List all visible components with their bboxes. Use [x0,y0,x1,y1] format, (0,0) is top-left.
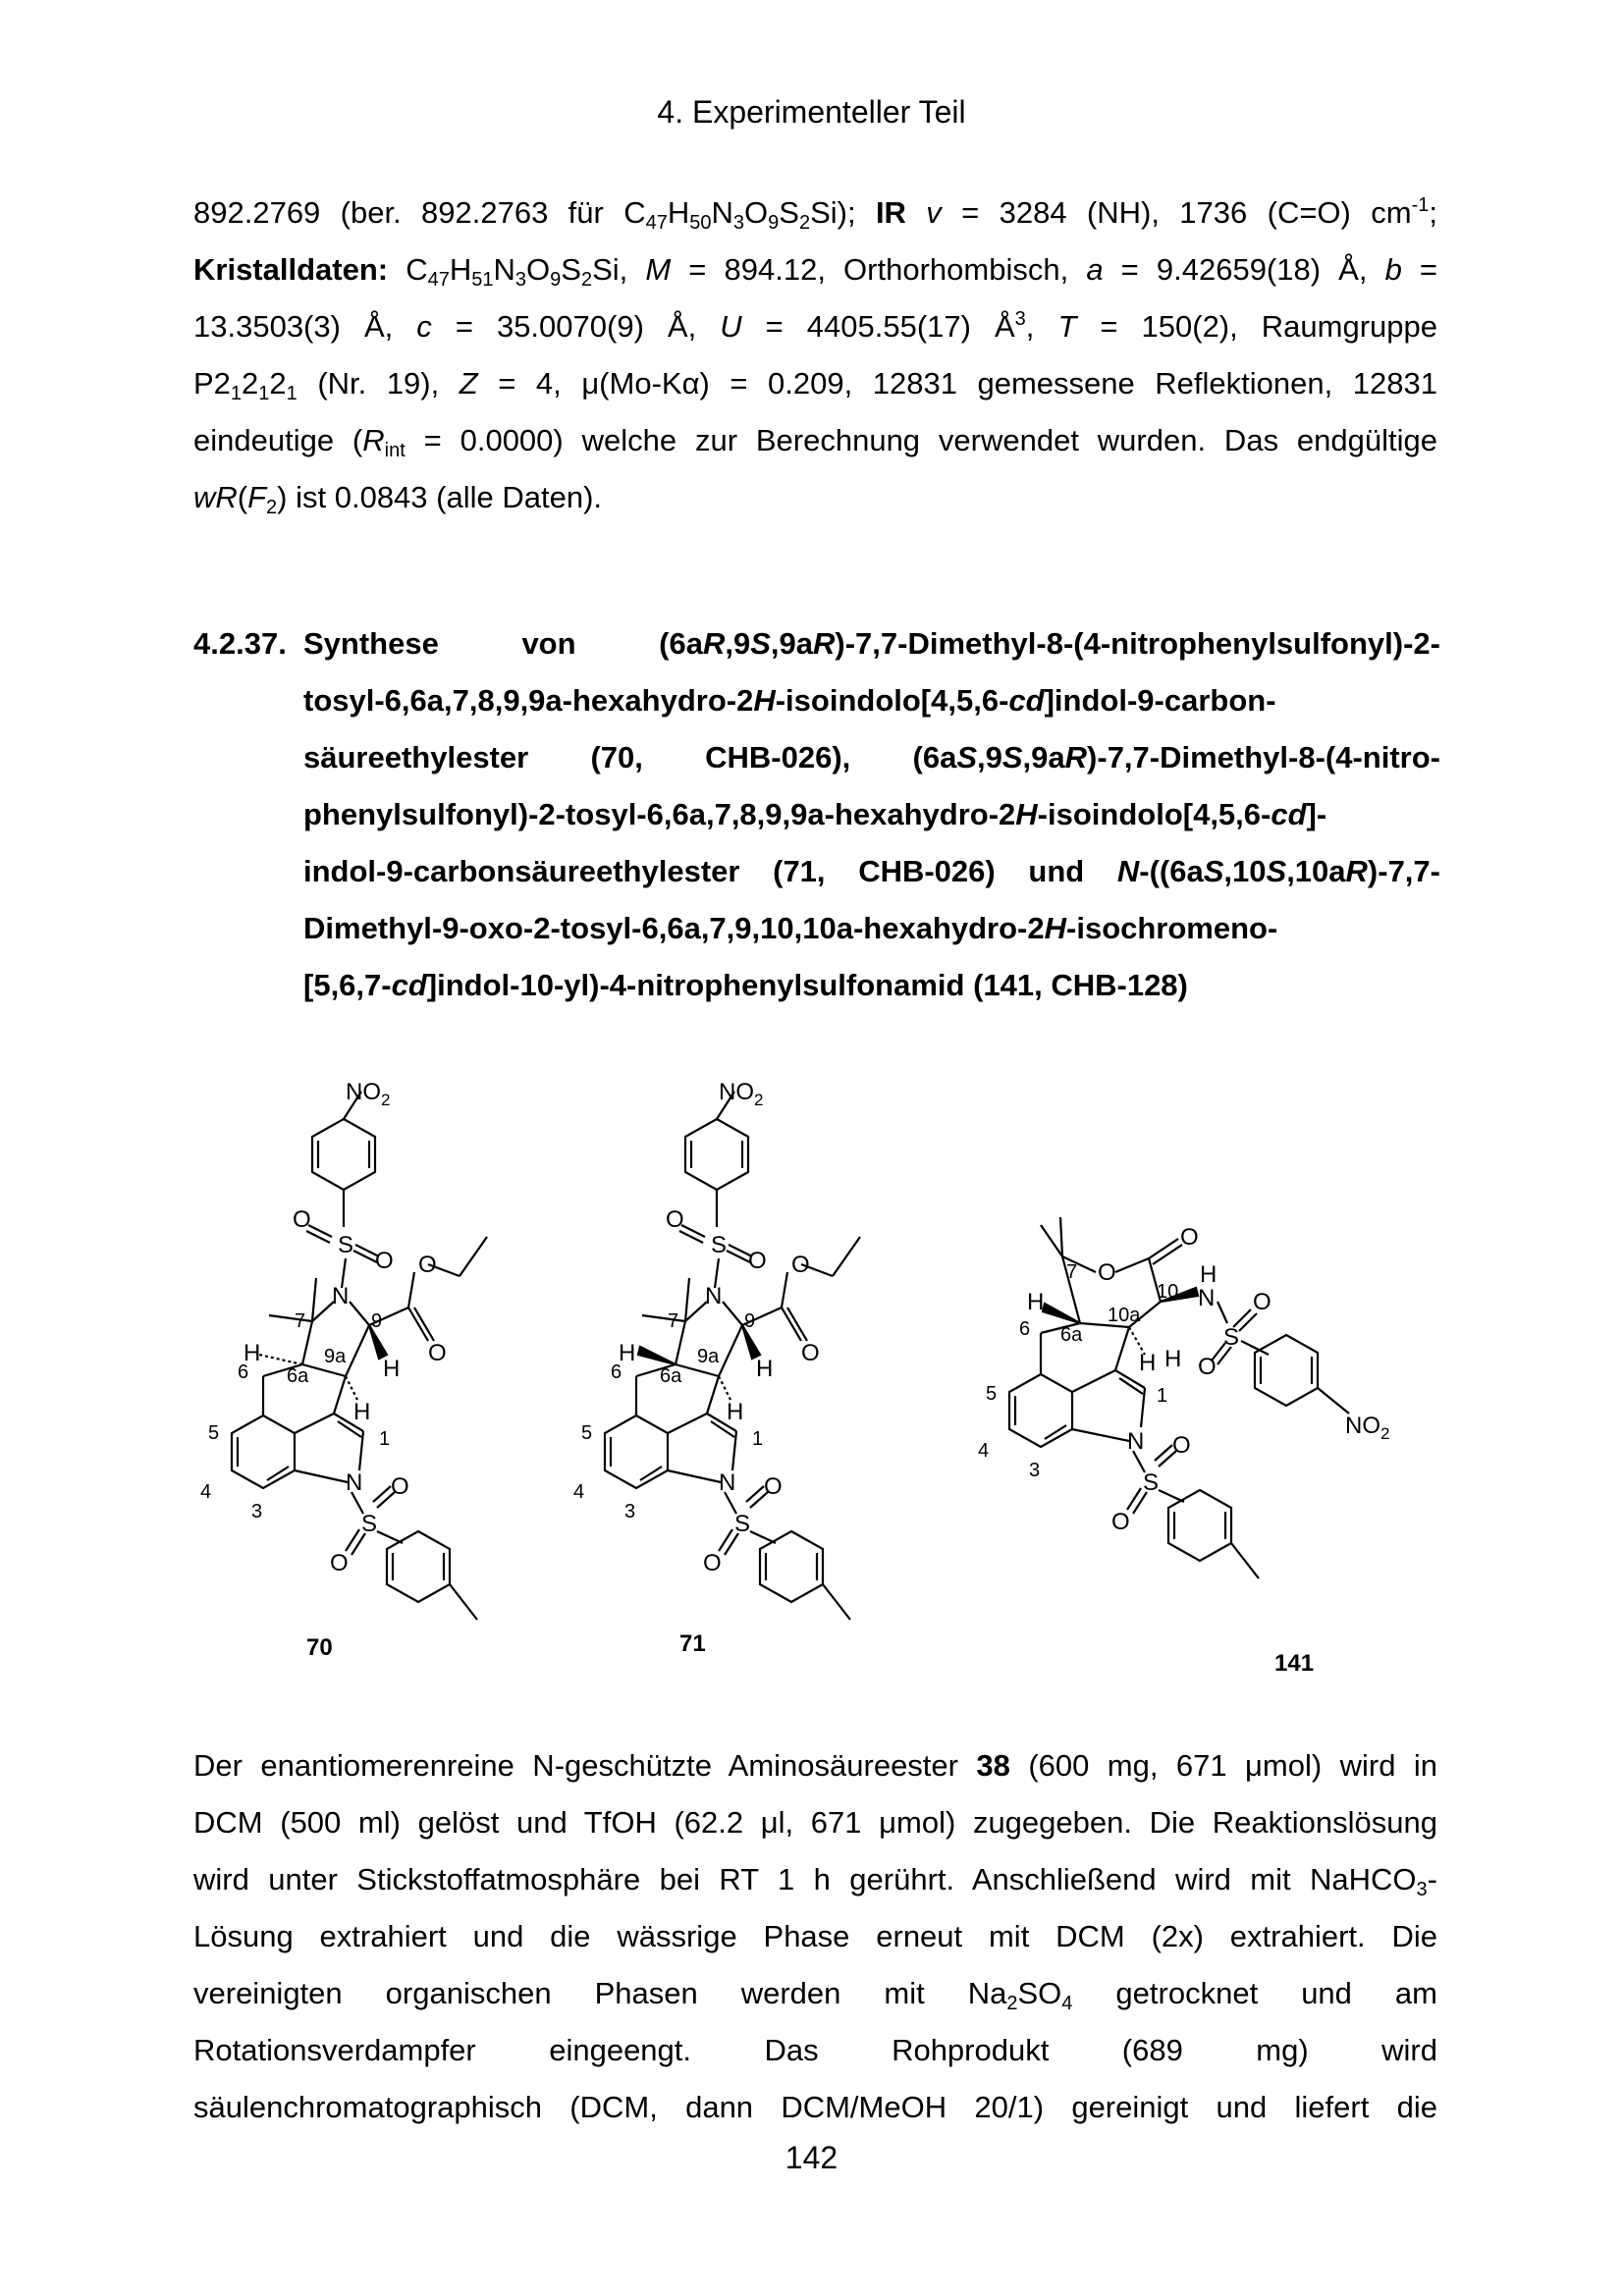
locant-3: 3 [251,1501,263,1522]
locant-5: 5 [986,1383,998,1405]
oxygen-label: O [375,1248,394,1274]
oxygen-label: O [1180,1224,1199,1251]
hydrogen-label: H [727,1399,744,1425]
compound-number: 71 [679,1630,706,1657]
text-line: säulenchromatographisch (DCM, dann DCM/MeOH 20/1) gereinigt und liefert die [193,2090,1437,2124]
no2-label: $NO_2$ [719,1079,764,1109]
oxygen-label: O [1172,1432,1191,1459]
hydrogen-label: H [619,1340,636,1366]
nitrogen-label: N [346,1469,363,1496]
nitrogen-label: N [705,1283,723,1309]
oxygen-label: O [791,1252,810,1278]
text-line: Der enantiomerenreine N-geschützte Aminosäureester 38 (600 mg, 671 μmol) wird in [193,1748,1437,1783]
oxygen-label: O [1098,1259,1116,1286]
oxygen-label: O [764,1473,783,1500]
locant-10a: 10a [1108,1305,1141,1326]
compound-number: 70 [306,1634,333,1661]
oxygen-label: O [1253,1289,1271,1315]
text-line: Rotationsverdampfer eingeengt. Das Rohprodukt (689 mg) wird [193,2033,1437,2067]
text-line: 13.3503(3) Å, c = 35.0070(9) Å, U = 4405.55(17) $Å^3$, T = 150(2), Raumgruppe [193,308,1437,344]
hydrogen-label: H [1200,1261,1217,1288]
heading-line: [5,6,7-cd]indol-10-yl)-4-nitrophenylsulfonamid (141, CHB-128) [303,968,1188,1002]
locant-6a: 6a [660,1365,682,1387]
locant-6a: 6a [287,1365,309,1387]
locant-1: 1 [379,1428,391,1450]
no2-label: $NO_2$ [346,1079,391,1109]
sulfur-label: S [734,1511,751,1537]
chemical-structures-figure [187,1070,1434,1688]
section-number: 4.2.37. [193,626,287,661]
text-line: vereinigten organischen Phasen werden mit $Na_2SO_4$ getrocknet und am [193,1976,1437,2014]
heading-line: phenylsulfonyl)-2-tosyl-6,6a,7,8,9,9a-hexahydro-2H-isoindolo[4,5,6-cd]- [303,797,1327,831]
heading-line: Synthese von (6aR,9S,9aR)-7,7-Dimethyl-8-(4-nitrophenylsulfonyl)-2- [303,626,1440,661]
locant-9: 9 [744,1310,756,1332]
page-number: 142 [784,2140,839,2175]
oxygen-label: O [666,1206,684,1233]
locant-10: 10 [1157,1281,1179,1303]
text-line: 892.2769 (ber. 892.2763 für $C_{47}H_{50}N_3O_9S_2Si$); IR v = 3284 (NH), 1736 (C=O) $cm^{-1}$; [193,194,1437,234]
oxygen-label: O [418,1252,437,1278]
oxygen-label: O [428,1340,447,1366]
structure-71 [573,1079,860,1657]
locant-4: 4 [978,1440,990,1462]
structure-141 [978,1217,1389,1677]
locant-5: 5 [581,1422,593,1444]
text-line: Lösung extrahiert und die wässrige Phase erneut mit DCM (2x) extrahiert. Die [193,1919,1437,1953]
locant-9a: 9a [697,1346,720,1367]
oxygen-label: O [330,1550,349,1576]
heading-line: säureethylester (70, CHB-026), (6aS,9S,9aR)-7,7-Dimethyl-8-(4-nitro- [303,740,1440,774]
sulfur-label: S [711,1232,728,1258]
compound-number: 141 [1274,1650,1315,1677]
oxygen-label: O [391,1473,409,1500]
text-line: $P2_12_12_1$ (Nr. 19), Z = 4, μ(Mo-Kα) = 0.209, 12831 gemessene Reflektionen, 12831 [193,366,1437,404]
crystal-data-paragraph [193,185,1437,526]
nitrogen-label: N [719,1469,736,1496]
oxygen-label: O [1198,1354,1217,1380]
oxygen-label: O [293,1206,311,1233]
sulfur-label: S [1143,1469,1160,1496]
oxygen-label: O [748,1248,767,1274]
oxygen-label: O [801,1340,820,1366]
sulfur-label: S [1223,1324,1240,1351]
heading-line: tosyl-6,6a,7,8,9,9a-hexahydro-2H-isoindolo[4,5,6-cd]indol-9-carbon- [303,683,1276,718]
locant-7: 7 [668,1310,679,1332]
locant-1: 1 [1157,1385,1168,1407]
text-line: eindeutige $(R_{int} = 0.0000)$ welche zur Berechnung verwendet wurden. Das endgültige [193,423,1437,461]
hydrogen-label: H [243,1340,261,1366]
hydrogen-label: H [383,1356,401,1382]
locant-9: 9 [371,1310,383,1332]
oxygen-label: O [703,1550,722,1576]
heading-line: Dimethyl-9-oxo-2-tosyl-6,6a,7,9,10,10a-hexahydro-2H-isochromeno- [303,911,1278,945]
locant-6: 6 [238,1362,249,1383]
locant-6: 6 [1019,1318,1031,1340]
locant-7: 7 [295,1310,306,1332]
locant-4: 4 [200,1481,212,1503]
hydrogen-label: H [1139,1350,1157,1376]
nitrogen-label: N [1198,1285,1216,1311]
procedure-paragraph [193,1737,1437,2136]
locant-5: 5 [208,1422,220,1444]
structure-70 [200,1079,487,1661]
heading-line: indol-9-carbonsäureethylester (71, CHB-026) und N-((6aS,10S,10aR)-7,7- [303,854,1440,888]
hydrogen-label: H [1027,1289,1045,1315]
locant-4: 4 [573,1481,585,1503]
text-line: DCM (500 ml) gelöst und TfOH (62.2 μl, 671 μmol) zugegeben. Die Reaktionslösung [193,1805,1437,1840]
locant-3: 3 [1029,1460,1041,1481]
locant-7: 7 [1066,1261,1078,1283]
text-line: wird unter Stickstoffatmosphäre bei RT 1 h gerührt. Anschließend wird mit NaHCO$_3$- [193,1862,1437,1900]
hydrogen-label: H [1164,1346,1182,1372]
hydrogen-label: H [353,1399,371,1425]
oxygen-label: O [1111,1509,1130,1535]
locant-6: 6 [611,1362,622,1383]
locant-9a: 9a [324,1346,347,1367]
text-line: $wR(F_2)$ ist 0.0843 (alle Daten). [193,480,602,518]
sulfur-label: S [361,1511,378,1537]
page-header: 4. Experimenteller Teil [657,94,966,130]
section-heading [193,615,1440,1014]
locant-1: 1 [752,1428,764,1450]
nitrogen-label: N [1127,1428,1145,1455]
nitrogen-label: N [332,1283,350,1309]
locant-6a: 6a [1060,1324,1083,1346]
no2-label: $NO_2$ [1345,1413,1390,1443]
text-line: Kristalldaten: $C_{47}H_{51}N_3O_9S_2Si$, M = 894.12, Orthorhombisch, a = 9.42659(18) Å, b = [193,252,1437,291]
locant-3: 3 [624,1501,636,1522]
sulfur-label: S [338,1232,354,1258]
hydrogen-label: H [756,1356,774,1382]
